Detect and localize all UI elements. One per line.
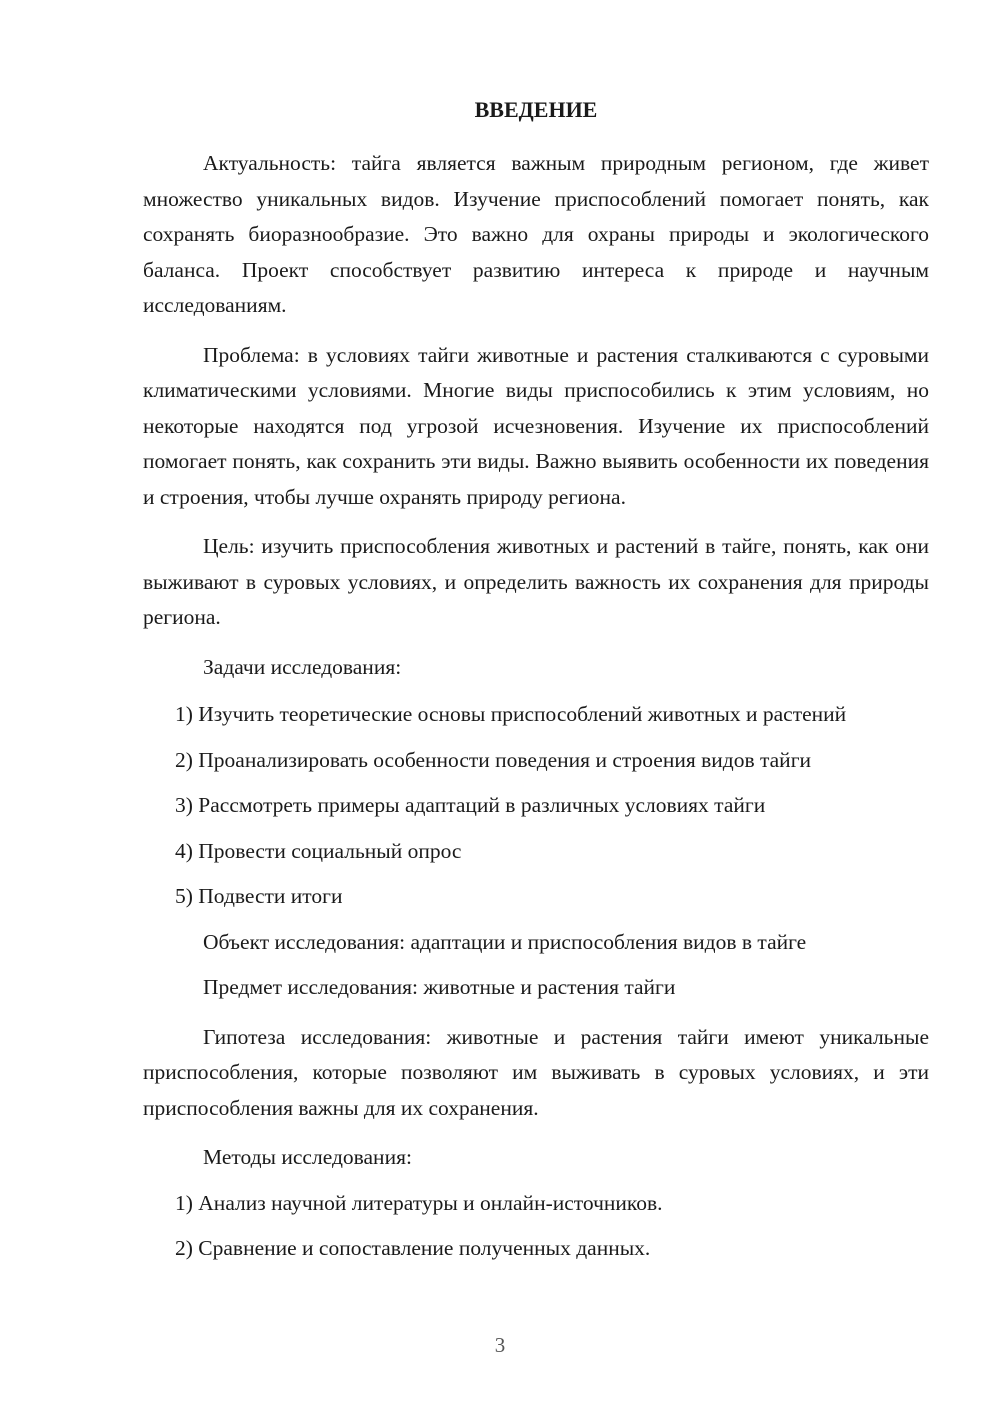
tasks-heading: Задачи исследования: [203, 654, 402, 679]
relevance-paragraph: Актуальность: тайга является важным природным регионом, где живет множество уникальных видов. Изучение приспособлений помогает понять, как сохранять биоразнообразие. Это важно для охраны природы и экологического баланса. Проект способствует развитию интереса к природе и научным исследованиям. [143, 151, 929, 317]
research-subject: Предмет исследования: животные и растения тайги [203, 975, 676, 999]
task-item-5: 5) Подвести итоги [175, 884, 343, 908]
task-item-1: 1) Изучить теоретические основы приспособлений животных и растений [175, 702, 847, 726]
page-number: 3 [494, 1333, 506, 1357]
hypothesis-paragraph: Гипотеза исследования: животные и растения тайги имеют уникальные приспособления, которые позволяют им выживать в суровых условиях, и эти приспособления важны для их сохранения. [143, 1024, 929, 1120]
task-item-2: 2) Проанализировать особенности поведения и строения видов тайги [175, 747, 812, 772]
method-item-1: 1) Анализ научной литературы и онлайн-источников. [175, 1190, 663, 1215]
method-item-2: 2) Сравнение и сопоставление полученных данных. [175, 1236, 651, 1260]
research-object: Объект исследования: адаптации и приспособления видов в тайге [203, 929, 807, 954]
goal-paragraph: Цель: изучить приспособления животных и растений в тайге, понять, как они выживают в суровых условиях, и определить важность их сохранения для природы региона. [143, 534, 929, 629]
task-item-3: 3) Рассмотреть примеры адаптаций в различных условиях тайги [175, 793, 766, 817]
document-page [143, 92, 929, 1267]
page-title: ВВЕДЕНИЕ [474, 97, 598, 122]
methods-heading: Методы исследования: [203, 1145, 412, 1169]
task-item-4: 4) Провести социальный опрос [175, 838, 462, 863]
problem-paragraph: Проблема: в условиях тайги животные и растения сталкиваются с суровыми климатическими условиями. Многие виды приспособились к этим условиям, но некоторые находятся под угрозой исчезновения. Изучение их приспособлений помогает понять, как сохранить эти виды. Важно выявить особенности их поведения и строения, чтобы лучше охранять природу региона. [143, 342, 929, 509]
